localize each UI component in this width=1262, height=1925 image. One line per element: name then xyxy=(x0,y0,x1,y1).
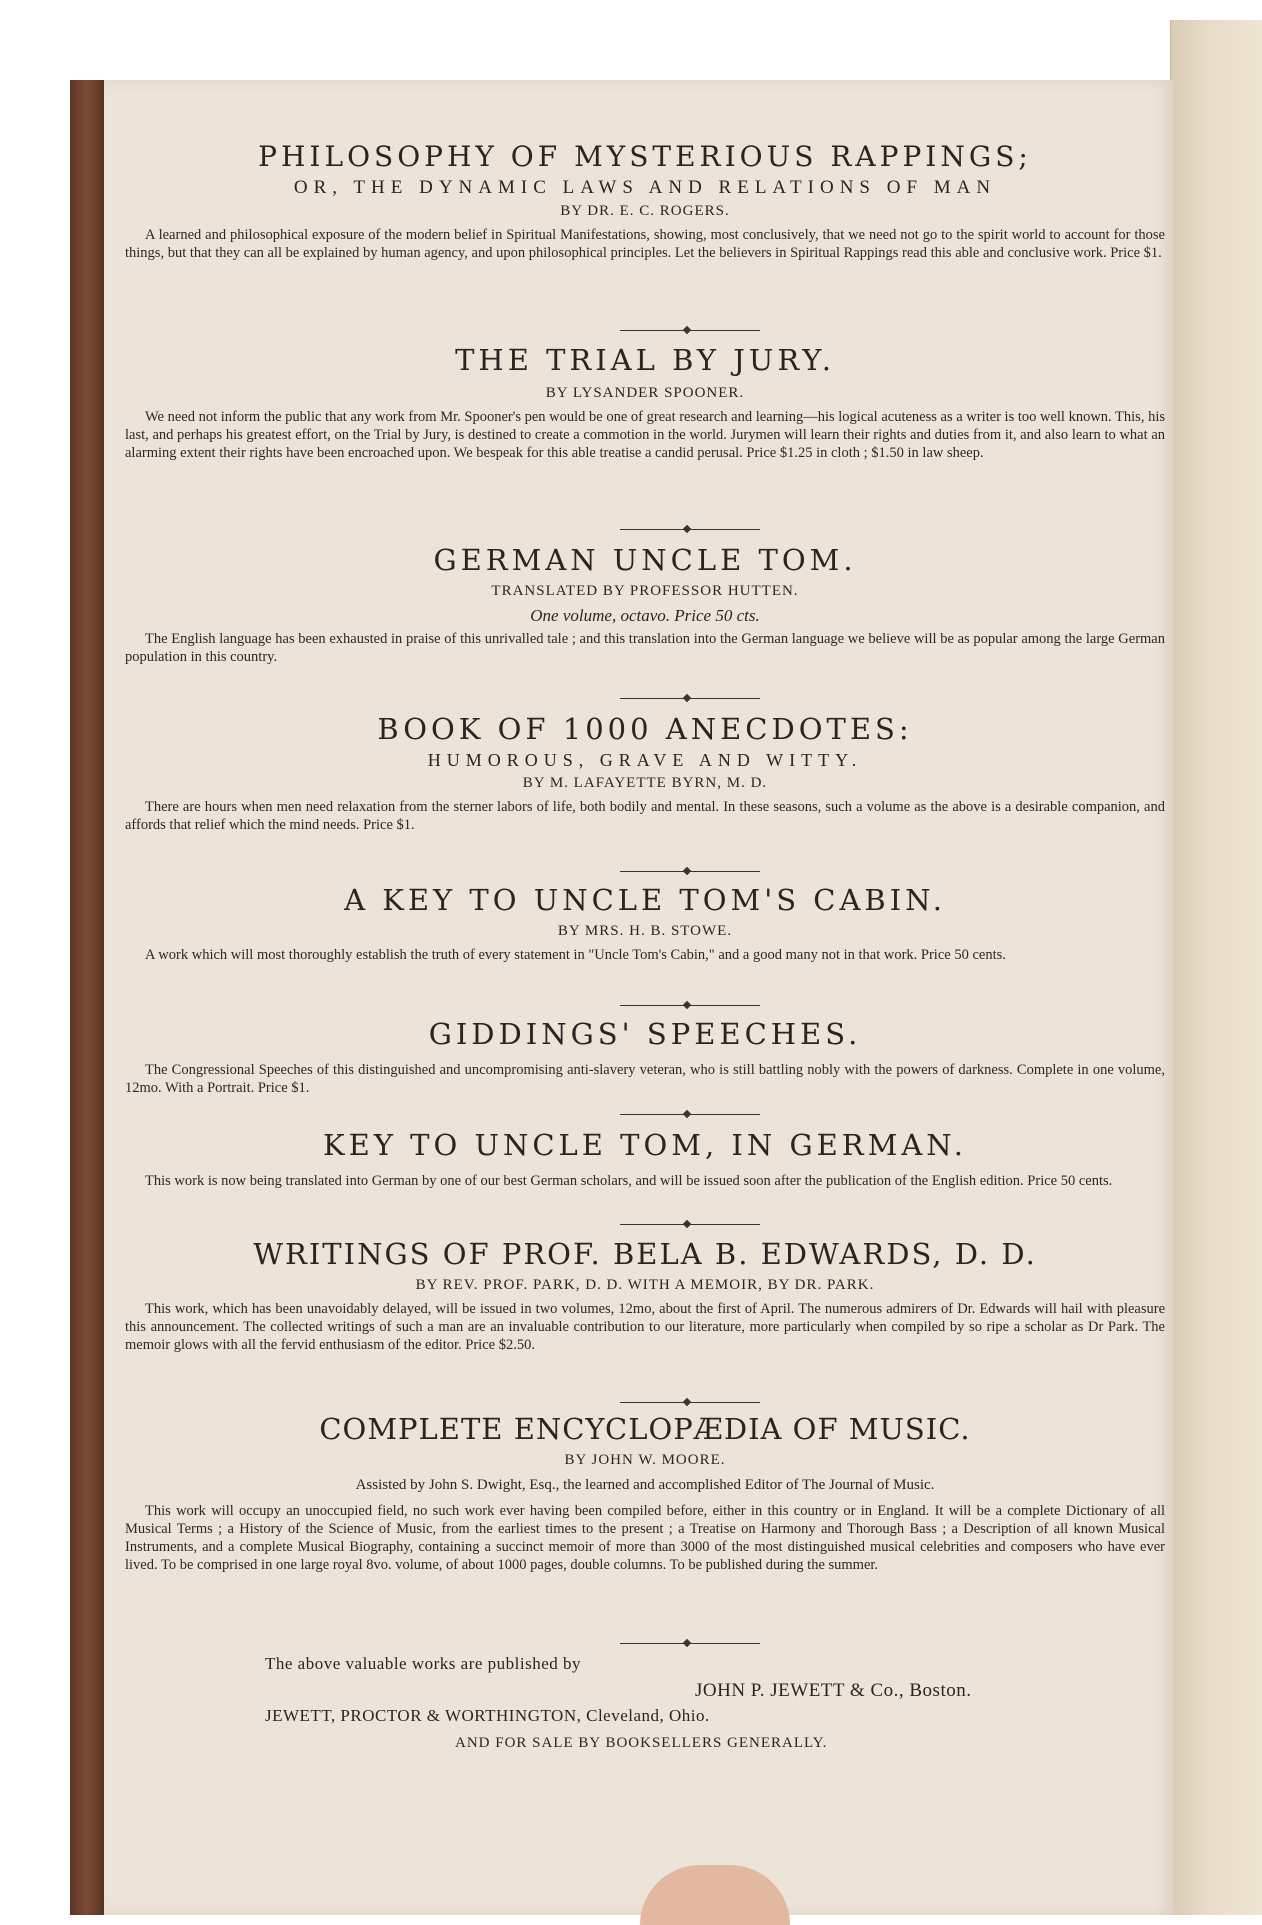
section-byline: BY JOHN W. MOORE. xyxy=(564,1452,726,1468)
section-title: PHILOSOPHY OF MYSTERIOUS RAPPINGS; xyxy=(258,140,1032,173)
section-subtitle: OR, THE DYNAMIC LAWS AND RELATIONS OF MAN xyxy=(293,177,997,198)
section-title: KEY TO UNCLE TOM, IN GERMAN. xyxy=(322,1128,968,1162)
section-body: This work, which has been unavoidably delayed, will be issued in two volumes, 12mo, about the first of April. The numerous admirers of Dr. Edwards will hail with pleasure this announcement. The collected writings of such a man are an invaluable contribution to our literature, more particularly when compiled by so ripe a scholar as Dr Park. The memoir glows with all the fervid enthusiasm of the editor. Price $2.50. xyxy=(125,1301,1165,1353)
section-body: This work is now being translated into German by one of our best German scholars, and will be issued soon after the publication of the English edition. Price 50 cents. xyxy=(145,1173,1113,1189)
book-spine xyxy=(70,80,108,1915)
section-body: There are hours when men need relaxation from the sterner labors of life, both bodily and mental. In these seasons, such a volume as the above is a desirable companion, and affords that relief which the mind needs. Price $1. xyxy=(125,799,1165,833)
advertisement-page xyxy=(125,0,1165,1800)
section-body: A learned and philosophical exposure of the modern belief in Spiritual Manifestations, showing, most conclusively, that we need not go to the spirit world to account for those things, but that they can all be explained by human agency, and upon philosophical principles. Let the believers in Spiritual Rappings read this able and conclusive work. Price $1. xyxy=(125,227,1165,261)
section-body: A work which will most thoroughly establish the truth of every statement in "Uncle Tom's Cabin," and a good many not in that work. Price 50 cents. xyxy=(145,947,1006,963)
section-byline: BY DR. E. C. ROGERS. xyxy=(560,203,730,219)
ad-writings-bela-edwards xyxy=(125,1237,1165,1354)
section-byline: BY M. LAFAYETTE BYRN, M. D. xyxy=(522,775,768,791)
divider-rule xyxy=(620,1402,760,1403)
ad-key-to-uncle-tom-german xyxy=(125,1128,1165,1190)
section-subtitle: HUMOROUS, GRAVE AND WITTY. xyxy=(427,750,863,770)
divider-rule xyxy=(620,1643,760,1644)
divider-rule xyxy=(620,871,760,872)
facing-page-edge xyxy=(1170,20,1262,1915)
section-body: This work will occupy an unoccupied field, no such work ever having been compiled before, either in this country or in England. It will be a complete Dictionary of all Musical Terms ; a History of the Science of Music, from the earliest times to the present ; a Treatise on Harmony and Thorough Bass ; a Description of all known Musical Instruments, and a complete Musical Biography, containing a succinct memoir of more than 3000 of the most distinguished musical celebrities and composers who have ever lived. To be comprised in one large royal 8vo. volume, of about 1000 pages, double columns. To be published during the summer. xyxy=(125,1503,1165,1573)
ad-key-to-uncle-toms-cabin xyxy=(125,883,1165,964)
divider-rule xyxy=(620,1005,760,1006)
section-title: WRITINGS OF PROF. BELA B. EDWARDS, D. D. xyxy=(253,1237,1037,1271)
section-title: A KEY TO UNCLE TOM'S CABIN. xyxy=(344,883,946,917)
divider-rule xyxy=(620,698,760,699)
section-assisted: Assisted by John S. Dwight, Esq., the learned and accomplished Editor of The Journal of Music. xyxy=(355,1477,935,1493)
ad-book-of-anecdotes xyxy=(125,712,1165,834)
divider-rule xyxy=(620,1224,760,1225)
publisher-cleveland: JEWETT, PROCTOR & WORTHINGTON, Cleveland, Ohio. xyxy=(265,1706,710,1725)
divider-rule xyxy=(620,330,760,331)
section-body: The English language has been exhausted in praise of this unrivalled tale ; and this translation into the German language we believe will be as popular among the large German population in this country. xyxy=(125,631,1165,665)
section-body: We need not inform the public that any work from Mr. Spooner's pen would be one of great research and learning—his logical acuteness as a writer is too well known. This, his last, and perhaps his greatest effort, on the Trial by Jury, is destined to create a commotion in the world. Jurymen will learn their rights and duties from it, and also learn to what an alarming extent their rights have been encroached upon. We bespeak for this able treatise a candid perusal. Price $1.25 in cloth ; $1.50 in law sheep. xyxy=(125,409,1165,461)
ad-trial-by-jury xyxy=(125,343,1165,462)
section-byline: BY MRS. H. B. STOWE. xyxy=(557,923,733,939)
section-body: The Congressional Speeches of this distinguished and uncompromising anti-slavery veteran, who is still battling nobly with the powers of darkness. Complete in one volume, 12mo. With a Portrait. Price $1. xyxy=(125,1062,1165,1096)
section-title: GIDDINGS' SPEECHES. xyxy=(428,1017,862,1051)
section-title: THE TRIAL BY JURY. xyxy=(455,343,835,377)
section-byline: BY LYSANDER SPOONER. xyxy=(545,385,745,401)
publisher-boston: JOHN P. JEWETT & Co., Boston. xyxy=(695,1680,972,1701)
section-title: BOOK OF 1000 ANECDOTES: xyxy=(377,712,913,746)
divider-rule xyxy=(620,1114,760,1115)
ad-encyclopaedia-of-music xyxy=(125,1412,1165,1574)
sale-notice: AND FOR SALE BY BOOKSELLERS GENERALLY. xyxy=(455,1735,828,1751)
section-title: COMPLETE ENCYCLOPÆDIA OF MUSIC. xyxy=(319,1412,971,1446)
divider-rule xyxy=(620,529,760,530)
section-note: One volume, octavo. Price 50 cts. xyxy=(530,606,760,625)
ad-german-uncle-tom xyxy=(125,543,1165,666)
section-title: GERMAN UNCLE TOM. xyxy=(433,543,857,577)
ad-giddings-speeches xyxy=(125,1017,1165,1097)
section-byline: TRANSLATED BY PROFESSOR HUTTEN. xyxy=(491,583,799,599)
section-byline: BY REV. PROF. PARK, D. D. WITH A MEMOIR, BY DR. PARK. xyxy=(415,1277,875,1293)
ad-mysterious-rappings xyxy=(125,140,1165,262)
publisher-intro: The above valuable works are published by xyxy=(265,1654,582,1673)
